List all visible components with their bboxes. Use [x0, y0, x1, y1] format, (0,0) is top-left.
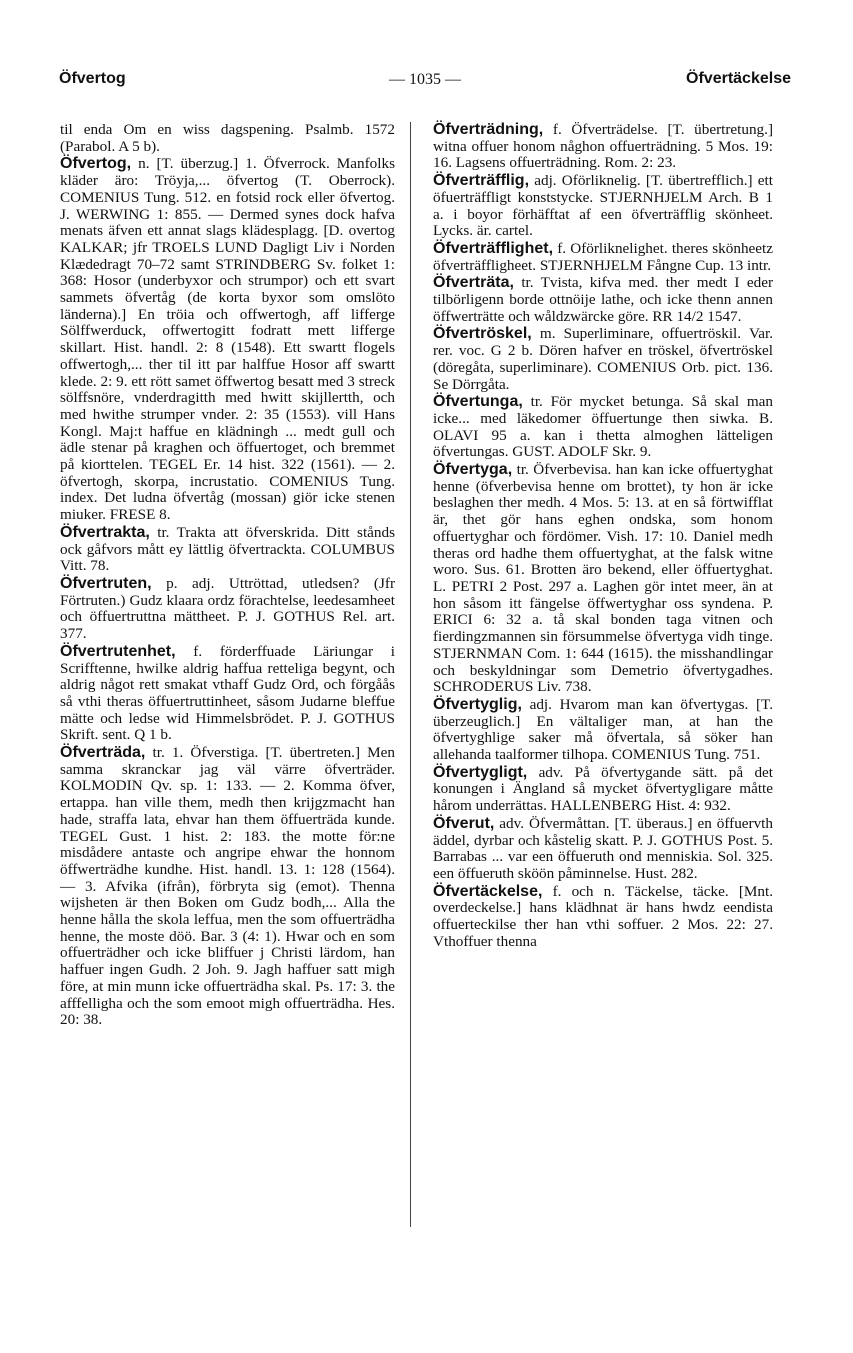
page-number: — 1035 —: [389, 71, 461, 88]
column-divider: [410, 122, 411, 1227]
entry-headword: Öfvertygligt,: [433, 763, 528, 781]
entry-text: m. Superliminare, offuertröskil. Var. rer. voc. G 2 b. Dören hafver en tröskel, öfvertröskel (döregåta, superliminare). COMENIUS Orb. pict. 136. Se Dörrgåta.: [433, 325, 773, 393]
entry-text: f. Öfverträdelse. [T. übertretung.] witna offuer honom någhon offuerträdning. 5 Mos. 19: 16. Lagsens offuerträdning. Rom. 2: 23.: [433, 121, 774, 172]
entry-headword: Öfverträfflighet,: [433, 239, 554, 257]
entry-headword: Öfvertruten,: [60, 574, 152, 592]
entry-text: f. förderffuade Läriungar i Scrifftenne, hwilke aldrig haffua retteliga begynt, och aldrig något rett smakat vthaff Gudz Ord, och förgåås så vthi theras öffuertruttinheet, såsom Judarne bleffue mätte och ledse wid Himmelsbrödet. P. J. GOTHUS Skrift. sent. Q 1 b.: [60, 642, 396, 744]
dictionary-entry: [433, 697, 773, 764]
entry-text: adj. Hvarom man kan öfvertygas. [T. überzeuglich.] En vältaliger man, at han the öfvertyghlige saker må öfvertala, så söker han allehanda taalformer tilhopa. COMENIUS Tung. 751.: [433, 695, 773, 764]
dictionary-entry: [433, 275, 773, 325]
dictionary-entry: [60, 525, 395, 575]
entry-headword: Öfverträta,: [433, 274, 514, 292]
entry-text: adv. På öfvertygande sätt. på det konungen i Ängland så mycket öfvertygligare måtte hårom underrättas. HALLENBERG Hist. 4: 932.: [433, 763, 773, 815]
entry-headword: Öfvertäckelse,: [433, 882, 543, 900]
header-right-headword: Öfvertäckelse: [686, 70, 791, 87]
entry-text: tr. 1. Öfverstiga. [T. übertreten.] Men samma skranckar jag väl värre öfverträder. KOLMODIN Qv. sp. 1: 133. — 2. Komma öfver, ertappa. han ville them, medh then krijgzmacht han hade, straffa lata, ehvar han them öffuerträda kunde. TEGEL Gust. 1 hist. 2: 183. the motte för:ne misdådere antaste och angripe ehwar the honnom öffwerträdhe kundhe. Hist. handl. 13. 1: 128 (1564). — 3. Afvika (ifrån), förbryta sig (emot). Thenna wijsheten är then Boken om Gudz bodh,... Alla the henne hålla the skola leffua, men the som offuerträdha henne, the moste döö. Bar. 3 (4: 1). Hwar och en som offuerträdher och icke bliffuer j Christi lärdom, han haffuer ingen Gudh. 2 Joh. 9. Jagh haffuer satt migh före, at min munn icke offuerträdha skal. Ps. 17: 3. the afffelligha och the som emoot migh offuerträdha. Hes. 20: 38.: [60, 744, 395, 1029]
dictionary-entry: [433, 765, 773, 815]
entry-text: f. och n. Täckelse, täcke. [Mnt. overdeckelse.] hans klädhnat är hans hwdz eendista offuerteckilse ther han vthi soffuer. 2 Mos. 22: 27. Vthoffuer thenna: [433, 882, 773, 950]
entry-headword: Öfvertyglig,: [433, 695, 522, 713]
dictionary-entry: [60, 156, 395, 523]
right-column: [433, 122, 773, 951]
dictionary-entry: [433, 462, 773, 696]
entry-headword: Öfvertyga,: [433, 461, 513, 479]
dictionary-entry: [60, 644, 395, 744]
entry-headword: Öfverträfflig,: [433, 172, 530, 190]
entry-text: p. adj. Uttröttad, utledsen? (Jfr Förtruten.) Gudz klaara ordz förachtelse, leedesamheet och öffuertruttna mättheet. P. J. GOTHUS Rel. art. 377.: [60, 574, 396, 643]
entry-headword: Öfvertrutenhet,: [60, 642, 176, 660]
dictionary-entry: [433, 241, 773, 274]
entry-headword: Öfvertunga,: [433, 393, 523, 411]
dictionary-entry: [60, 745, 395, 1029]
entry-text: n. [T. überzug.] 1. Öfverrock. Manfolks kläder äro: Tröyja,... öfvertog (T. Oberrock). COMENIUS Tung. 512. en fotsid rock eller öfvertog. J. WERWING 1: 855. — Dermed synes dock hafva menats äfven ett annat slags klädesplagg. [D. overtog KALKAR; jfr TROELS LUND Dagligt Liv i Norden Klædedragt 70–72 samt STRINDBERG Sv. folket 1: 368: Hosor (underbyxor och strumpor) och ett svart sammets öfvertåg (de korta byxor som omslöto länderna).] En tröia och offwertogh, aff lifferge Sölffwerduck, offwertogitt fodratt mett lifferge skillart. Hist. handl. 2: 8 (1548). Ett swartt flogels offwertogh,... ther til itt par halffue Hosor aff swartt klede. 2: 9. ett rött samet öffwertog besatt med 3 streck sölffsnöre, vnderdragitth med hwitt skijllertth, och med hwithe strumper vnder. 2: 35 (1553). vill Hans Kongl. Maj:t haffue en klädningh ... medt gull och ädle stenar på kraghen och öffuertoget, och bremmet på kiorttelen. TEGEL Er. 14 hist. 322 (1561). — 2. öfvertogh, skorpa, incrustatio. COMENIUS Tung. index. Det ludna öfvertåg (mossan) giör icke stenen miuker. FRESE 8.: [60, 155, 395, 524]
entry-headword: Öfverut,: [433, 814, 495, 832]
entry-text: tr. Tvista, kifva med. ther medt I eder tilbörligenn borde ottnöije lathe, och icke thenn annen öffwerträtte och wåldzwärcke göre. RR 14/2 1547.: [433, 274, 774, 325]
dictionary-entry: [433, 122, 773, 172]
entry-headword: Öfverträdning,: [433, 121, 544, 138]
entry-text: til enda Om en wiss dagspening. Psalmb. 1572 (Parabol. A 5 b).: [60, 121, 395, 155]
dictionary-entry: [433, 173, 773, 240]
entry-text: tr. Trakta att öfverskrida. Ditt stånds ock gåfvors mått ey lättlig öfvertrackta. COLUMBUS Vitt. 78.: [60, 523, 396, 575]
left-column: [60, 122, 395, 1030]
entry-headword: Öfvertog,: [60, 155, 132, 173]
dictionary-entry: [433, 884, 773, 951]
dictionary-entry: [60, 576, 395, 643]
dictionary-entry: [60, 122, 395, 155]
entry-headword: Öfverträda,: [60, 744, 146, 762]
running-header: [59, 70, 791, 94]
entry-text: f. Oförliknelighet. theres skönheetz öfverträffligheet. STJERNHJELM Fångne Cup. 13 intr.: [433, 239, 774, 274]
entry-text: tr. För mycket betunga. Så skal man icke... med läkedomer öffuertunge then siwka. B. OLAVI 95 a. kan i thetta almoghen lätteligen öfvertungas. GUST. ADOLF Skr. 9.: [433, 393, 774, 461]
entry-text: adj. Oförliknelig. [T. übertrefflich.] ett öfuerträffligt konststycke. STJERNHJELM Arch. B 1 a. i boyor förhäfftat af een öfverträfflig skönheet. Lycks. är. cartel.: [433, 172, 773, 240]
entry-text: adv. Öfvermåttan. [T. überaus.] en öffuervth äddel, dyrbar och kåstelig skatt. P. J. GOTHUS Post. 5. Barrabas ... var een öffueruth ond menniskia. Sol. 325. een öffueruth sköön påminnelse. Hust. 282.: [433, 814, 773, 882]
dictionary-entry: [433, 326, 773, 393]
entry-text: tr. Öfverbevisa. han kan icke offuertyghat henne (öfverbevisa henne om brottet), ty hon är icke beslaghen ther medh. 4 Mos. 5: 13. at en så förtwifflat är, thet gör hans eghen ondska, som honom offuertyghar och fördömer. Vish. 17: 10. Daniel medh theras ord hadhe them offuertyghat, at the falsk witne woro. Sus. 61. Brotten äro bekend, eller öffuertyghat. L. PETRI 2 Post. 297 a. Laghen gör intet meer, än at hon såsom itt fängelse öffwertyghar oss syndena. P. ERICI 6: 32 a. tå skal bonden taga vitnen och fierdingzmannen sin försummelse öfvertyga vidh tinge. STJERNMAN Com. 1: 644 (1615). the misshandlingar och beskyldningar som Demetrio öfvertygadhes. SCHRODERUS Liv. 738.: [433, 461, 773, 696]
header-left-headword: Öfvertog: [59, 70, 126, 87]
dictionary-entry: [433, 816, 773, 883]
entry-headword: Öfvertröskel,: [433, 325, 532, 343]
entry-headword: Öfvertrakta,: [60, 523, 150, 541]
dictionary-entry: [433, 394, 773, 461]
